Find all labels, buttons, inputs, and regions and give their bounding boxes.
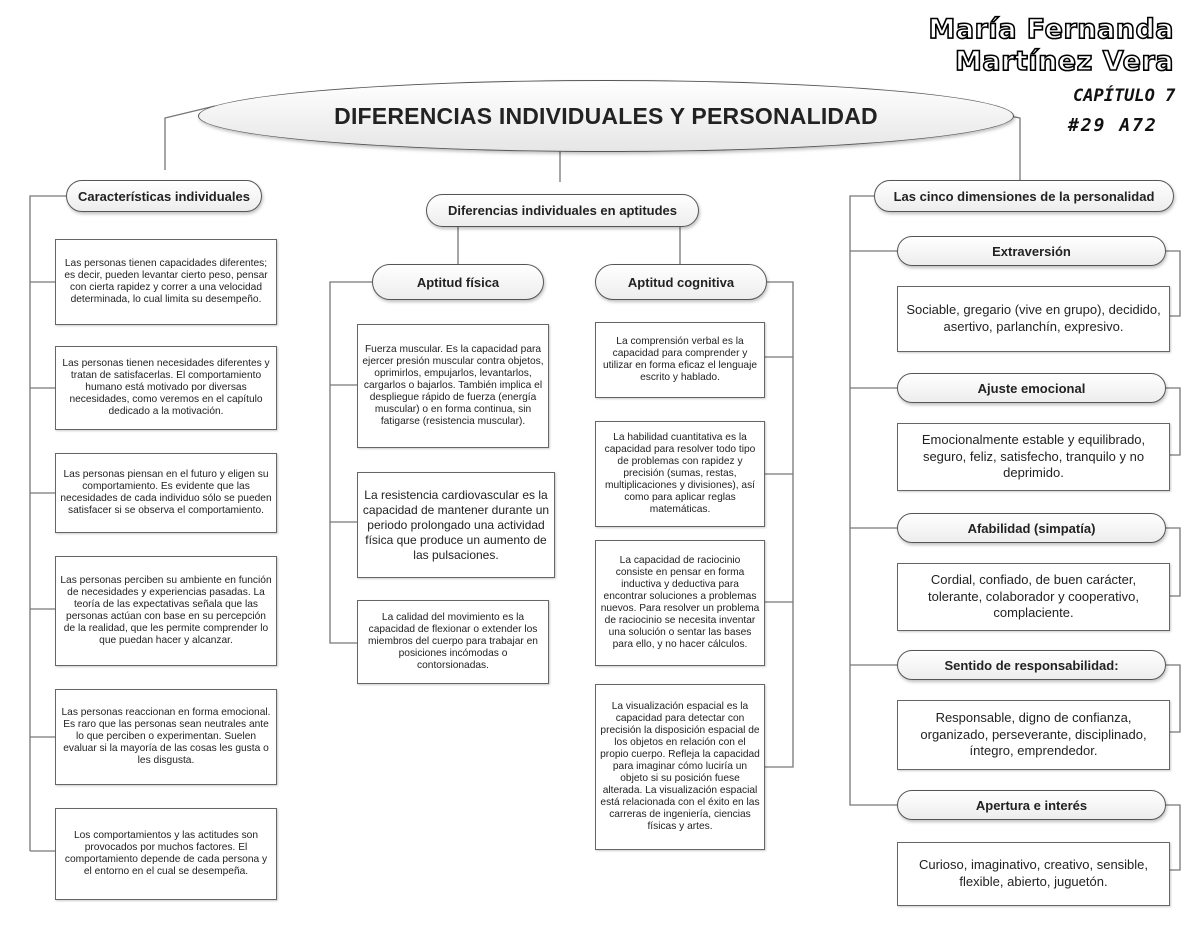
fisica-box-1 — [357, 324, 549, 448]
author-name-line1: María Fernanda — [928, 14, 1174, 45]
left-box-1-text: Las personas tienen capacidades diferentes; es decir, pueden levantar cierto peso, pensar con cierta rapidez y correr a una velocidad determinada, lo cual limita su desempeño. — [64, 258, 268, 305]
chapter-label: CAPÍTULO 7 — [1073, 86, 1176, 106]
fisica-heading-text: Aptitud física — [416, 274, 500, 290]
fisica-box-3 — [357, 600, 549, 684]
left-box-6-text: Los comportamientos y las actitudes son provocados por muchos factores. El comportamiento depende de cada persona y el entorno en el cual se desempeña. — [64, 830, 268, 877]
dim-ajuste-text: Ajuste emocional — [977, 380, 1086, 396]
cognitiva-box-4 — [595, 684, 765, 850]
middle-heading — [426, 194, 699, 227]
left-box-3 — [55, 453, 277, 533]
fisica-heading — [372, 264, 544, 300]
cognitiva-heading-text: Aptitud cognitiva — [627, 274, 735, 290]
dim-extraversion-text: Extraversión — [992, 243, 1071, 259]
dim-extraversion — [897, 236, 1166, 266]
cognitiva-box-3 — [595, 540, 765, 666]
dim-ajuste — [897, 373, 1166, 403]
left-box-5-text: Las personas reaccionan en forma emocional. Es raro que las personas sean neutrales ante lo que perciben o experimentan. Suelen evaluar si la mayoría de las cosas les gusta o les disgusta. — [61, 707, 271, 766]
author-name-line2: Martínez Vera — [955, 46, 1174, 77]
left-heading-text: Características individuales — [78, 188, 250, 204]
cognitiva-box-2-text: La habilidad cuantitativa es la capacidad para resolver todo tipo de problemas con rapidez y precisión (sumas, restas, multiplicaciones y divisiones), así como para aplicar reglas matemáticas. — [604, 432, 756, 515]
dim-afabilidad — [897, 513, 1166, 543]
main-title-text: DIFERENCIAS INDIVIDUALES Y PERSONALIDAD — [334, 102, 878, 129]
dim-extraversion-desc-text: Sociable, gregario (vive en grupo), decidido, asertivo, parlanchín, expresivo. — [906, 302, 1161, 334]
cognitiva-box-3-text: La capacidad de raciocinio consiste en pensar en forma inductiva y deductiva para encontrar soluciones a problemas nuevos. Para resolver un problema de raciocinio se necesita inventar una solución o sentar las bases para ello, y no hacer cálculos. — [600, 555, 760, 650]
dim-apertura-desc — [897, 842, 1170, 906]
cognitiva-box-2 — [595, 421, 765, 527]
dim-afabilidad-desc — [897, 563, 1170, 631]
cognitiva-heading — [595, 264, 767, 300]
left-box-4-text: Las personas perciben su ambiente en función de necesidades y experiencias pasadas. La teoría de las expectativas señala que las personas actúan con base en su percepción de la realidad, que les permite comprender lo que puedan hacer y alcanzar. — [60, 575, 272, 646]
dim-apertura-desc-text: Curioso, imaginativo, creativo, sensible, flexible, abierto, juguetón. — [918, 857, 1149, 889]
cognitiva-box-4-text: La visualización espacial es la capacidad para detectar con precisión la disposición espacial de los objetos en relación con el propio cuerpo. Refleja la capacidad para imaginar cómo luciría un objeto si su posición fuese alterada. La visualización espacial está relacionada con el éxito en las carreras de ingeniería, ciencias físicas y artes. — [600, 701, 760, 832]
dim-extraversion-desc — [897, 286, 1170, 352]
fisica-box-3-text: La calidad del movimiento es la capacidad de flexionar o extender los miembros del cuerpo para trabajar en posiciones incómodas o contorsionadas. — [368, 612, 538, 671]
left-box-4 — [55, 556, 277, 666]
right-heading — [874, 180, 1174, 212]
fisica-box-2 — [357, 472, 555, 578]
dim-ajuste-desc — [897, 423, 1170, 491]
dim-responsabilidad — [897, 650, 1166, 680]
dim-responsabilidad-desc-text: Responsable, digno de confianza, organizado, perseverante, disciplinado, íntegro, emprendedor. — [920, 709, 1147, 759]
fisica-box-2-text: La resistencia cardiovascular es la capacidad de mantener durante un periodo prolongado una actividad física que produce un aumento de las pulsaciones. — [362, 487, 550, 562]
fisica-box-1-text: Fuerza muscular. Es la capacidad para ejercer presión muscular contra objetos, oprimirlos, empujarlos, levantarlos, cargarlos o bajarlos. También implica el despliegue rápido de fuerza (energía muscular) o en forma continua, sin fatigarse (resistencia muscular). — [362, 344, 544, 427]
dim-afabilidad-desc-text: Cordial, confiado, de buen carácter, tolerante, colaborador y cooperativo, complaciente. — [927, 571, 1139, 621]
left-box-5 — [55, 689, 277, 785]
left-box-1 — [55, 239, 277, 325]
dim-afabilidad-text: Afabilidad (simpatía) — [967, 520, 1096, 536]
left-box-2-text: Las personas tienen necesidades diferentes y tratan de satisfacerlas. El comportamiento humano está motivado por diversas necesidades, como veremos en el capítulo dedicado a la motivación. — [62, 358, 270, 417]
dim-ajuste-desc-text: Emocionalmente estable y equilibrado, seguro, feliz, satisfecho, tranquilo y no deprimido. — [921, 431, 1146, 481]
left-heading — [66, 180, 262, 212]
dim-responsabilidad-desc — [897, 700, 1170, 770]
right-heading-text: Las cinco dimensiones de la personalidad — [893, 188, 1155, 204]
chapter-code: #29 A72 — [1068, 115, 1158, 136]
dim-apertura-text: Apertura e interés — [975, 797, 1088, 813]
left-box-2 — [55, 346, 277, 430]
middle-heading-text: Diferencias individuales en aptitudes — [447, 203, 677, 218]
main-title — [198, 80, 1014, 152]
dim-apertura — [897, 790, 1166, 820]
cognitiva-box-1-text: La comprensión verbal es la capacidad para comprender y utilizar en forma eficaz el lenguaje escrito y hablado. — [602, 336, 758, 383]
left-box-3-text: Las personas piensan en el futuro y eligen su comportamiento. Es evidente que las necesidades de cada individuo sólo se pueden satisfacer si se observa el comportamiento. — [60, 469, 272, 516]
cognitiva-box-1 — [595, 322, 765, 398]
dim-responsabilidad-text: Sentido de responsabilidad: — [944, 657, 1119, 673]
left-box-6 — [55, 808, 277, 900]
